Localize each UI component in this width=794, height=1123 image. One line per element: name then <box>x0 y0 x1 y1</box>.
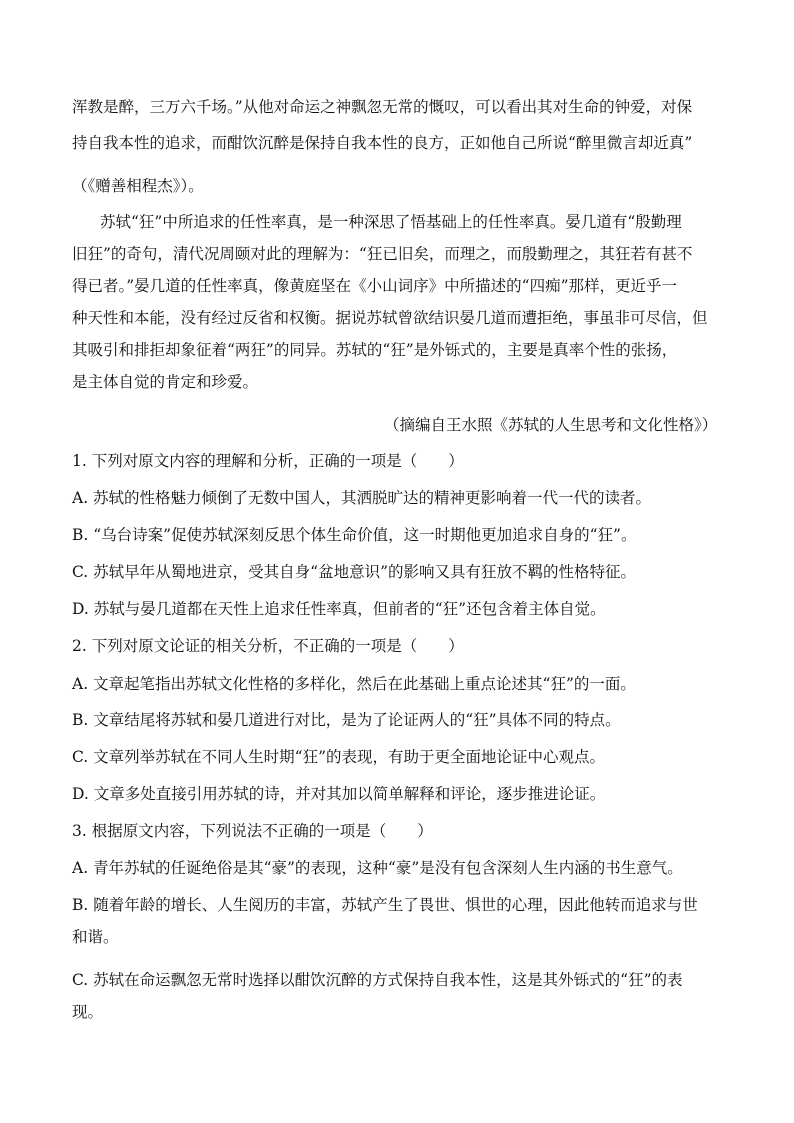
question-2-option-b: B. 文章结尾将苏轼和晏几道进行对比，是为了论证两人的“狂”具体不同的特点。 <box>72 711 621 729</box>
passage-paragraph-start: 苏轼“狂”中所追求的任性率真，是一种深思了悟基础上的任性率真。晏几道有“殷勤理 <box>100 213 682 231</box>
passage-line: （《赠善相程杰》）。 <box>72 177 204 195</box>
question-1-option-d: D. 苏轼与晏几道都在天性上追求任性率真，但前者的“狂”还包含着主体自觉。 <box>72 600 606 618</box>
passage-line: 是主体自觉的肯定和珍爱。 <box>72 373 259 391</box>
question-1-option-a: A. 苏轼的性格魅力倾倒了无数中国人，其洒脱旷达的精神更影响着一代一代的读者。 <box>72 489 652 507</box>
passage-line: 持自我本性的追求，而酣饮沉醉是保持自我本性的良方，正如他自己所说“醉里微言却近真” <box>72 134 693 152</box>
passage-line: 其吸引和排拒却象征着“两狂”的同异。苏轼的“狂”是外铄式的，主要是真率个性的张扬， <box>72 341 678 359</box>
question-1-option-b: B. “乌台诗案”促使苏轼深刻反思个体生命价值，这一时期他更加追求自身的“狂”。 <box>72 526 637 544</box>
question-stem-1: 1. 下列对原文内容的理解和分析，正确的一项是（ ） <box>72 452 464 470</box>
question-3-option-c-cont: 现。 <box>72 1003 104 1021</box>
question-3-option-c: C. 苏轼在命运飘忽无常时选择以酣饮沉醉的方式保持自我本性，这是其外铄式的“狂”的表 <box>72 971 683 989</box>
question-3-option-b: B. 随着年龄的增长、人生阅历的丰富，苏轼产生了畏世、惧世的心理，因此他转而追求与世 <box>72 896 698 914</box>
question-3-option-a: A. 青年苏轼的任诞绝俗是其“豪”的表现，这种“豪”是没有包含深刻人生内涵的书生意气。 <box>72 859 683 877</box>
passage-line: 浑教是醉，三万六千场。”从他对命运之神飘忽无常的慨叹，可以看出其对生命的钟爱，对保 <box>72 98 693 116</box>
question-1-option-c: C. 苏轼早年从蜀地进京，受其自身“盆地意识”的影响又具有狂放不羁的性格特征。 <box>72 563 637 581</box>
question-stem-3: 3. 根据原文内容，下列说法不正确的一项是（ ） <box>72 822 433 840</box>
passage-line: 得已者。”晏几道的任性率真，像黄庭坚在《小山词序》中所描述的“四痴”那样，更近乎一 <box>72 277 678 295</box>
question-2-option-a: A. 文章起笔指出苏轼文化性格的多样化，然后在此基础上重点论述其“狂”的一面。 <box>72 675 636 693</box>
question-3-option-b-cont: 和谐。 <box>72 928 119 946</box>
passage-source: （摘编自王水照《苏轼的人生思考和文化性格》） <box>384 416 718 434</box>
question-2-option-c: C. 文章列举苏轼在不同人生时期“狂”的表现，有助于更全面地论证中心观点。 <box>72 748 606 766</box>
question-2-option-d: D. 文章多处直接引用苏轼的诗，并对其加以简单解释和评论，逐步推进论证。 <box>72 785 606 803</box>
question-stem-2: 2. 下列对原文论证的相关分析，不正确的一项是（ ） <box>72 637 464 655</box>
passage-line: 旧狂”的奇句，清代况周颐对此的理解为：“狂已旧矣，而理之，而殷勤理之，其狂若有甚不 <box>72 245 693 263</box>
passage-line: 种天性和本能，没有经过反省和权衡。据说苏轼曾欲结识晏几道而遭拒绝，事虽非可尽信，但 <box>72 309 708 327</box>
